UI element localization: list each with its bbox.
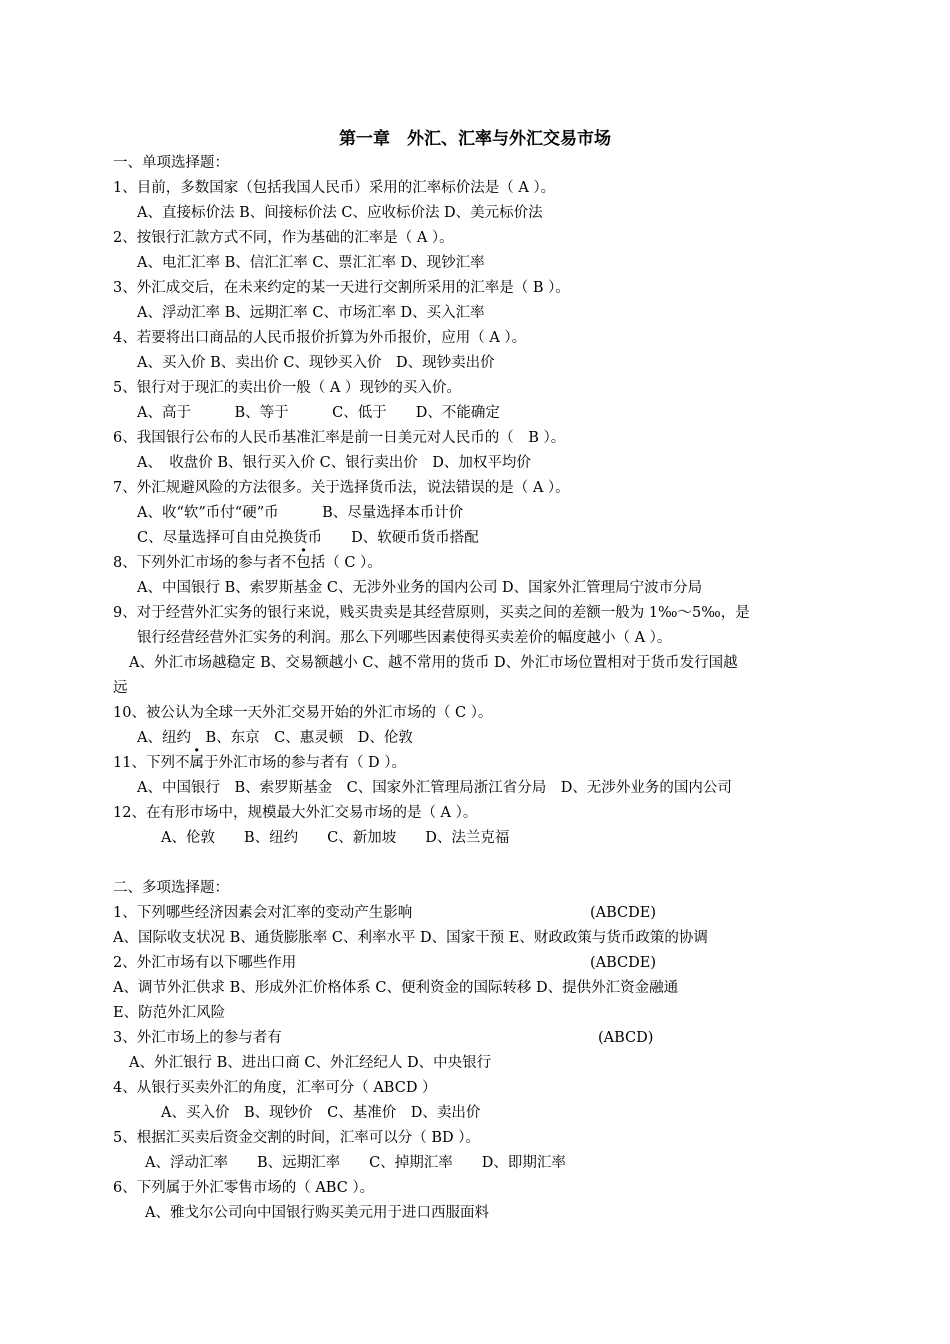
question-12: 12、在有形市场中，规模最大外汇交易市场的是（ A ）。: [113, 805, 478, 821]
multi-question-2-answer: (ABCDE): [590, 955, 657, 971]
question-5-options: A、高于 B、等于 C、低于 D、不能确定: [137, 405, 500, 421]
question-11-text-a: 11、下列: [113, 755, 175, 771]
question-11: [113, 751, 406, 776]
question-2-options: A、电汇汇率 B、信汇汇率 C、票汇汇率 D、现钞汇率: [137, 255, 485, 271]
question-8-emphasis: 不包括: [281, 555, 326, 571]
multi-question-4: 4、从银行买卖外汇的角度，汇率可分（ ABCD ）: [113, 1080, 437, 1096]
question-1: 1、目前，多数国家（包括我国人民币）采用的汇率标价法是（ A ）。: [113, 180, 556, 196]
multi-question-1: 1、下列哪些经济因素会对汇率的变动产生影响: [113, 905, 413, 921]
question-6: 6、我国银行公布的人民币基准汇率是前一日美元对人民币的（ B ）。: [113, 430, 566, 446]
question-4: 4、若要将出口商品的人民币报价折算为外币报价，应用（ A ）。: [113, 330, 527, 346]
multi-question-5: 5、根据汇买卖后资金交割的时间，汇率可以分（ BD ）。: [113, 1130, 480, 1146]
question-2: 2、按银行汇款方式不同，作为基础的汇率是（ A ）。: [113, 230, 454, 246]
question-11-emphasis: 不属于: [174, 755, 219, 771]
question-1-options: A、直接标价法 B、间接标价法 C、应收标价法 D、美元标价法: [137, 205, 543, 221]
multi-question-3-answer: (ABCD): [598, 1030, 654, 1046]
question-9-options-line2: 远: [113, 680, 128, 696]
multi-question-1-answer: (ABCDE): [590, 905, 657, 921]
question-8-options: A、中国银行 B、索罗斯基金 C、无涉外业务的国内公司 D、国家外汇管理局宁波市分局: [137, 580, 703, 596]
question-11-text-b: 外汇市场的参与者有（ D ）。: [218, 755, 407, 771]
question-7: 7、外汇规避风险的方法很多。关于选择货币法，说法错误的是（ A ）。: [113, 480, 570, 496]
question-6-options: A、 收盘价 B、银行买入价 C、银行卖出价 D、加权平均价: [137, 455, 531, 471]
question-3: 3、外汇成交后，在未来约定的某一天进行交割所采用的汇率是（ B ）。: [113, 280, 570, 296]
question-3-options: A、浮动汇率 B、远期汇率 C、市场汇率 D、买入汇率: [137, 305, 485, 321]
multi-question-6-options: A、雅戈尔公司向中国银行购买美元用于进口西服面料: [145, 1205, 489, 1221]
question-8-text-a: 8、下列外汇市场的参与者: [113, 555, 282, 571]
multi-question-6: 6、下列属于外汇零售市场的（ ABC ）。: [113, 1180, 375, 1196]
question-10-options: A、纽约 B、东京 C、惠灵顿 D、伦敦: [137, 730, 413, 746]
multi-question-3-options: A、外汇银行 B、进出口商 C、外汇经纪人 D、中央银行: [129, 1055, 492, 1071]
question-7-options-line2: C、尽量选择可自由兑换货币 D、软硬币货币搭配: [137, 530, 479, 546]
question-9-line1: 9、对于经营外汇实务的银行来说，贱买贵卖是其经营原则，买卖之间的差额一般为 1‰～5‰，是: [113, 605, 750, 621]
question-5: 5、银行对于现汇的卖出价一般（ A ）现钞的买入价。: [113, 380, 461, 396]
multi-question-1-options: A、国际收支状况 B、通货膨胀率 C、利率水平 D、国家干预 E、财政政策与货币政策的协调: [113, 930, 708, 946]
multi-question-2-options-line2: E、防范外汇风险: [113, 1005, 226, 1021]
multi-question-2-options-line1: A、调节外汇供求 B、形成外汇价格体系 C、便利资金的国际转移 D、提供外汇资金融通: [113, 980, 679, 996]
question-12-options: A、伦敦 B、纽约 C、新加坡 D、法兰克福: [161, 830, 510, 846]
chapter-title: 第一章 外汇、汇率与外汇交易市场: [339, 129, 611, 149]
section-heading-single: 一、单项选择题：: [113, 155, 229, 171]
question-10: 10、被公认为全球一天外汇交易开始的外汇市场的（ C ）。: [113, 705, 493, 721]
multi-question-2: 2、外汇市场有以下哪些作用: [113, 955, 297, 971]
multi-question-5-options: A、浮动汇率 B、远期汇率 C、掉期汇率 D、即期汇率: [145, 1155, 566, 1171]
question-7-options-line1: A、收“软”币付“硬”币 B、尽量选择本币计价: [137, 505, 464, 521]
question-9-options-line1: A、外汇市场越稳定 B、交易额越小 C、越不常用的货币 D、外汇市场位置相对于货币发行国越: [129, 655, 738, 671]
question-11-options: A、中国银行 B、索罗斯基金 C、国家外汇管理局浙江省分局 D、无涉外业务的国内公司: [137, 780, 732, 796]
question-4-options: A、买入价 B、卖出价 C、现钞买入价 D、现钞卖出价: [137, 355, 495, 371]
multi-question-3: 3、外汇市场上的参与者有: [113, 1030, 282, 1046]
section-heading-multi: 二、多项选择题：: [113, 880, 229, 896]
multi-question-4-options: A、买入价 B、现钞价 C、基准价 D、卖出价: [161, 1105, 481, 1121]
question-8: [113, 551, 382, 576]
question-9-line2: 银行经营经营外汇实务的利润。那么下列哪些因素使得买卖差价的幅度越小（ A ）。: [137, 630, 672, 646]
question-8-text-b: （ C ）。: [325, 555, 382, 571]
